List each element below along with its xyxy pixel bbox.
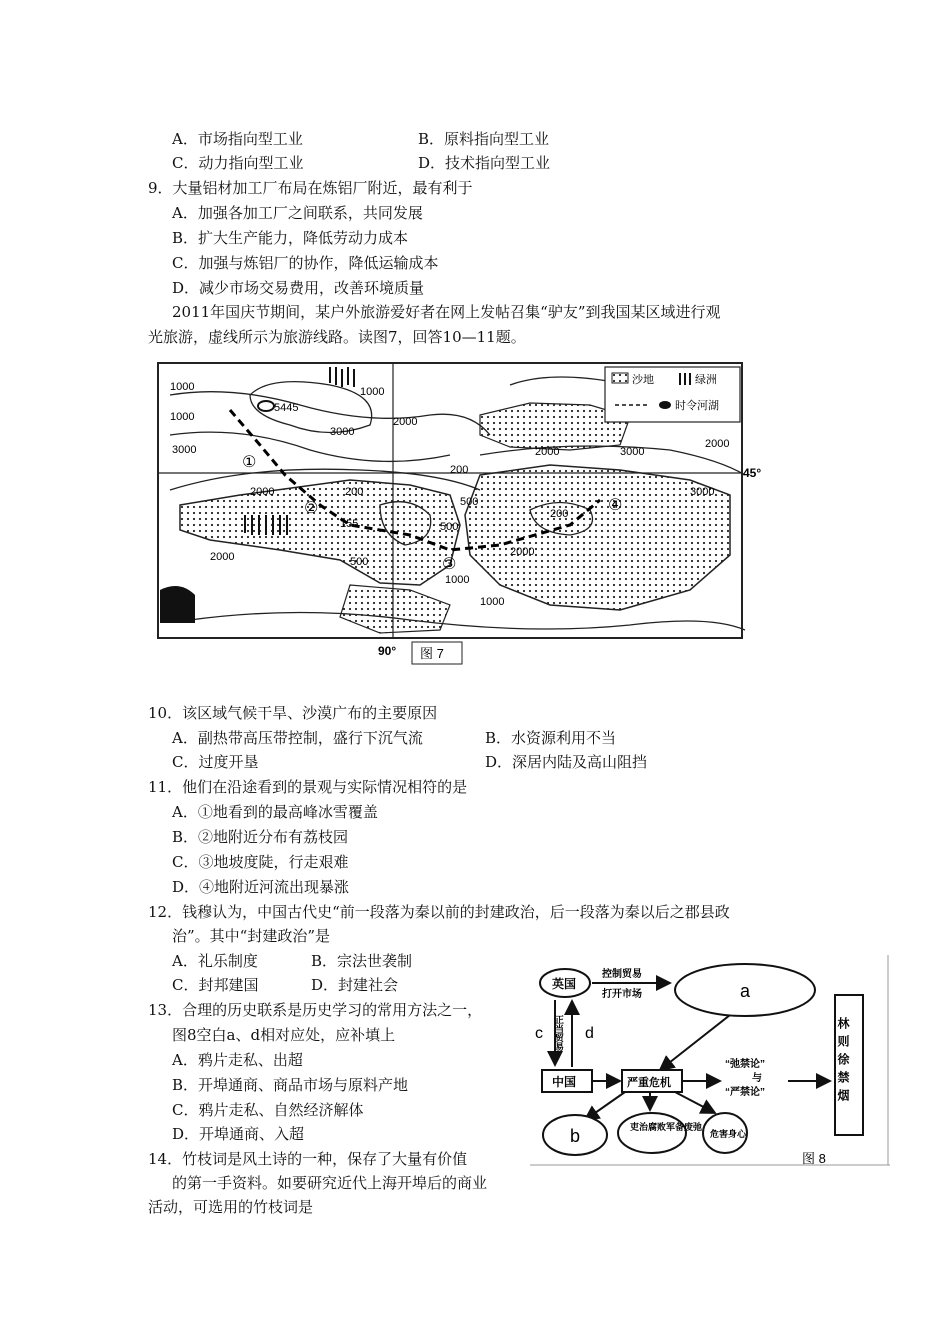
node-a: a xyxy=(740,981,751,1001)
node-britain: 英国 xyxy=(552,977,577,991)
contour-label: 2000 xyxy=(393,416,418,428)
q13-stem-2: 图8空白a、d相对应处，应补填上 xyxy=(172,1026,396,1044)
debate-3: “严禁论” xyxy=(725,1087,765,1098)
q12-stem-1: 12．钱穆认为，中国古代史“前一段落为秦以前的封建政治，后一段落为秦以后之郡县政 xyxy=(148,903,730,921)
contour-label: 200 xyxy=(345,486,364,498)
contour-label: 500 xyxy=(350,556,369,568)
contour-label: 1000 xyxy=(170,381,195,393)
q10-stem: 10．该区域气候干旱、沙漠广布的主要原因 xyxy=(148,704,438,722)
q10-option-c: C．过度开垦 xyxy=(172,753,259,771)
intro-line-2: 光旅游，虚线所示为旅游线路。读图7，回答10—11题。 xyxy=(148,328,526,346)
legend-sand: 沙地 xyxy=(632,374,654,386)
point-1: ① xyxy=(242,454,257,471)
q13-option-c: C．鸦片走私、自然经济解体 xyxy=(172,1101,364,1119)
point-4: ④ xyxy=(608,497,623,514)
contour-label: 1000 xyxy=(445,574,470,586)
figure-8-diagram xyxy=(530,955,890,1170)
q9-option-b: B．扩大生产能力，降低劳动力成本 xyxy=(172,229,409,247)
arrow-label-top: 控制贸易 xyxy=(602,969,642,980)
debate-1: “弛禁论” xyxy=(725,1059,765,1070)
q11-option-a: A．①地看到的最高峰冰雪覆盖 xyxy=(172,803,378,821)
contour-label: 2000 xyxy=(250,486,275,498)
node-lin-zexu: 林则徐禁烟 xyxy=(836,1017,850,1107)
q10-option-a: A．副热带高压带控制，盛行下沉气流 xyxy=(172,729,423,747)
contour-label: 1000 xyxy=(480,596,505,608)
q11-option-d: D．④地附近河流出现暴涨 xyxy=(172,878,350,896)
contour-label: 2000 xyxy=(705,438,730,450)
contour-label: 3000 xyxy=(172,444,197,456)
lon-label: 90° xyxy=(378,644,397,658)
contour-label: 500 xyxy=(440,521,459,533)
contour-label: 1000 xyxy=(170,411,195,423)
node-corruption: 吏治腐败军备废弛 xyxy=(630,1122,703,1132)
node-china: 中国 xyxy=(552,1075,577,1089)
q9-option-a: A．加强各加工厂之间联系，共同发展 xyxy=(172,204,423,222)
debate-2: 与 xyxy=(752,1073,762,1084)
contour-label: 3000 xyxy=(620,446,645,458)
contour-label: 2000 xyxy=(535,446,560,458)
vertical-label: 正当贸易 xyxy=(554,1015,564,1051)
contour-label: 3000 xyxy=(690,486,715,498)
contour-label: 1000 xyxy=(360,386,385,398)
q11-option-b: B．②地附近分布有荔枝园 xyxy=(172,828,349,846)
diagram-drawing xyxy=(530,955,890,1170)
q12-option-a: A．礼乐制度 xyxy=(172,952,258,970)
q11-stem: 11．他们在沿途看到的景观与实际情况相符的是 xyxy=(148,778,468,796)
q8-option-c: C．动力指向型工业 xyxy=(172,154,304,172)
contour-label: 155 xyxy=(340,518,359,530)
q9-stem: 9．大量铝材加工厂布局在炼铝厂附近，最有利于 xyxy=(148,179,473,197)
q12-option-d: D．封建社会 xyxy=(311,976,399,994)
point-3: ③ xyxy=(442,556,457,573)
q13-option-d: D．开埠通商、入超 xyxy=(172,1125,305,1143)
node-harm: 危害身心 xyxy=(710,1129,747,1139)
lat-label: 45° xyxy=(743,466,762,480)
contour-label: 200 xyxy=(550,508,569,520)
q13-option-a: A．鸦片走私、出超 xyxy=(172,1051,303,1069)
q11-option-c: C．③地坡度陡，行走艰难 xyxy=(172,853,349,871)
q12-option-b: B．宗法世袭制 xyxy=(311,952,413,970)
figure-7-map xyxy=(150,355,770,665)
contour-label: 200 xyxy=(450,464,469,476)
figure-8-caption: 图 8 xyxy=(802,1151,826,1166)
q8-option-a: A．市场指向型工业 xyxy=(172,130,303,148)
q8-option-b: B．原料指向型工业 xyxy=(418,130,550,148)
label-c: c xyxy=(535,1025,543,1042)
legend-seasonal: 时令河湖 xyxy=(675,400,719,412)
contour-label: 500 xyxy=(460,496,479,508)
arrow-label-bottom: 打开市场 xyxy=(602,989,642,1000)
q10-option-b: B．水资源利用不当 xyxy=(485,729,617,747)
q13-stem-1: 13．合理的历史联系是历史学习的常用方法之一， xyxy=(148,1001,483,1019)
q9-option-c: C．加强与炼铝厂的协作，降低运输成本 xyxy=(172,254,439,272)
figure-7-caption: 图 7 xyxy=(420,646,444,661)
intro-line-1: 2011年国庆节期间，某户外旅游爱好者在网上发帖召集“驴友”到我国某区域进行观 xyxy=(172,303,721,321)
q14-line-1: 14．竹枝词是风土诗的一种，保存了大量有价值 xyxy=(148,1150,468,1168)
label-d: d xyxy=(585,1025,594,1042)
q10-option-d: D．深居内陆及高山阻挡 xyxy=(485,753,648,771)
q14-line-2: 的第一手资料。如要研究近代上海开埠后的商业 xyxy=(172,1174,488,1192)
legend-oasis: 绿洲 xyxy=(695,374,717,386)
contour-label: 3000 xyxy=(330,426,355,438)
map-drawing xyxy=(150,355,770,665)
q9-option-d: D．减少市场交易费用，改善环境质量 xyxy=(172,279,425,297)
node-b: b xyxy=(570,1126,581,1146)
q14-line-3: 活动，可选用的竹枝词是 xyxy=(148,1198,314,1216)
contour-label: 2000 xyxy=(210,551,235,563)
q12-option-c: C．封邦建国 xyxy=(172,976,259,994)
q8-option-d: D．技术指向型工业 xyxy=(418,154,551,172)
point-2: ② xyxy=(304,500,319,517)
q12-stem-2: 治”。其中“封建政治”是 xyxy=(172,927,331,945)
q13-option-b: B．开埠通商、商品市场与原料产地 xyxy=(172,1076,409,1094)
contour-label: 2000 xyxy=(510,546,535,558)
contour-label: 5445 xyxy=(274,402,299,414)
node-severe-crisis: 严重危机 xyxy=(627,1077,671,1089)
